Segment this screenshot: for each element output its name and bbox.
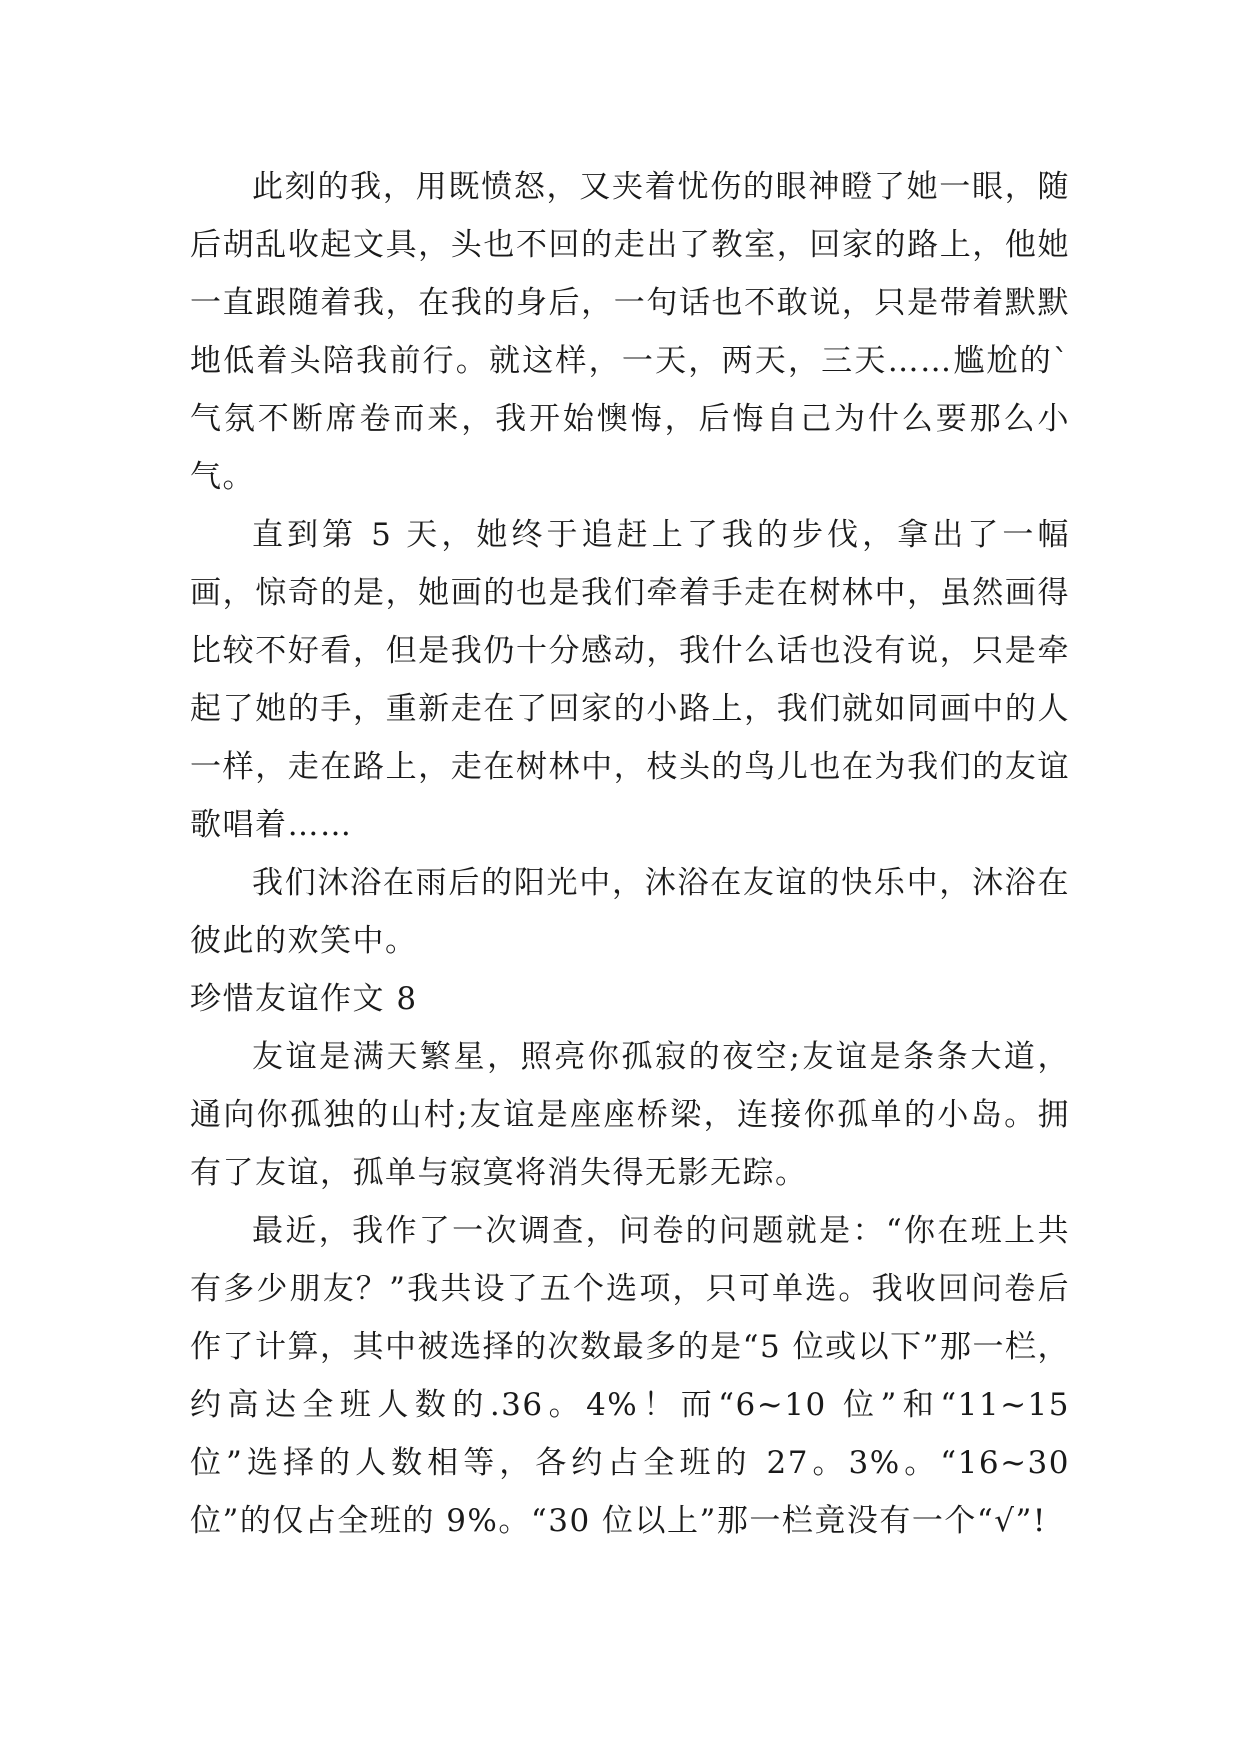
- document-body: [190, 158, 1070, 1550]
- paragraph-1: 此刻的我，用既愤怒，又夹着忧伤的眼神瞪了她一眼，随后胡乱收起文具，头也不回的走出了教室，回家的路上，他她一直跟随着我，在我的身后，一句话也不敢说，只是带着默默地低着头陪我前行。就这样，一天，两天，三天……尴尬的`气氛不断席卷而来，我开始懊悔，后悔自己为什么要那么小气。: [190, 169, 1070, 495]
- paragraph-2: 直到第 5 天，她终于追赶上了我的步伐，拿出了一幅画，惊奇的是，她画的也是我们牵着手走在树林中，虽然画得比较不好看，但是我仍十分感动，我什么话也没有说，只是牵起了她的手，重新走在了回家的小路上，我们就如同画中的人一样，走在路上，走在树林中，枝头的鸟儿也在为我们的友谊歌唱着……: [190, 517, 1070, 843]
- section-heading: 珍惜友谊作文 8: [190, 981, 418, 1017]
- paragraph-4: 友谊是满天繁星，照亮你孤寂的夜空;友谊是条条大道，通向你孤独的山村;友谊是座座桥梁，连接你孤单的小岛。拥有了友谊，孤单与寂寞将消失得无影无踪。: [190, 1039, 1070, 1191]
- paragraph-3: 我们沐浴在雨后的阳光中，沐浴在友谊的快乐中，沐浴在彼此的欢笑中。: [190, 865, 1070, 959]
- paragraph-5: 最近，我作了一次调查，问卷的问题就是：“你在班上共有多少朋友？”我共设了五个选项，只可单选。我收回问卷后作了计算，其中被选择的次数最多的是“5 位或以下”那一栏，约高达全班人数的.36。4%！而“6~10 位”和“11~15 位”选择的人数相等，各约占全班的 27。3%。“16~30 位”的仅占全班的 9%。“30 位以上”那一栏竟没有一个“√”!: [190, 1213, 1070, 1539]
